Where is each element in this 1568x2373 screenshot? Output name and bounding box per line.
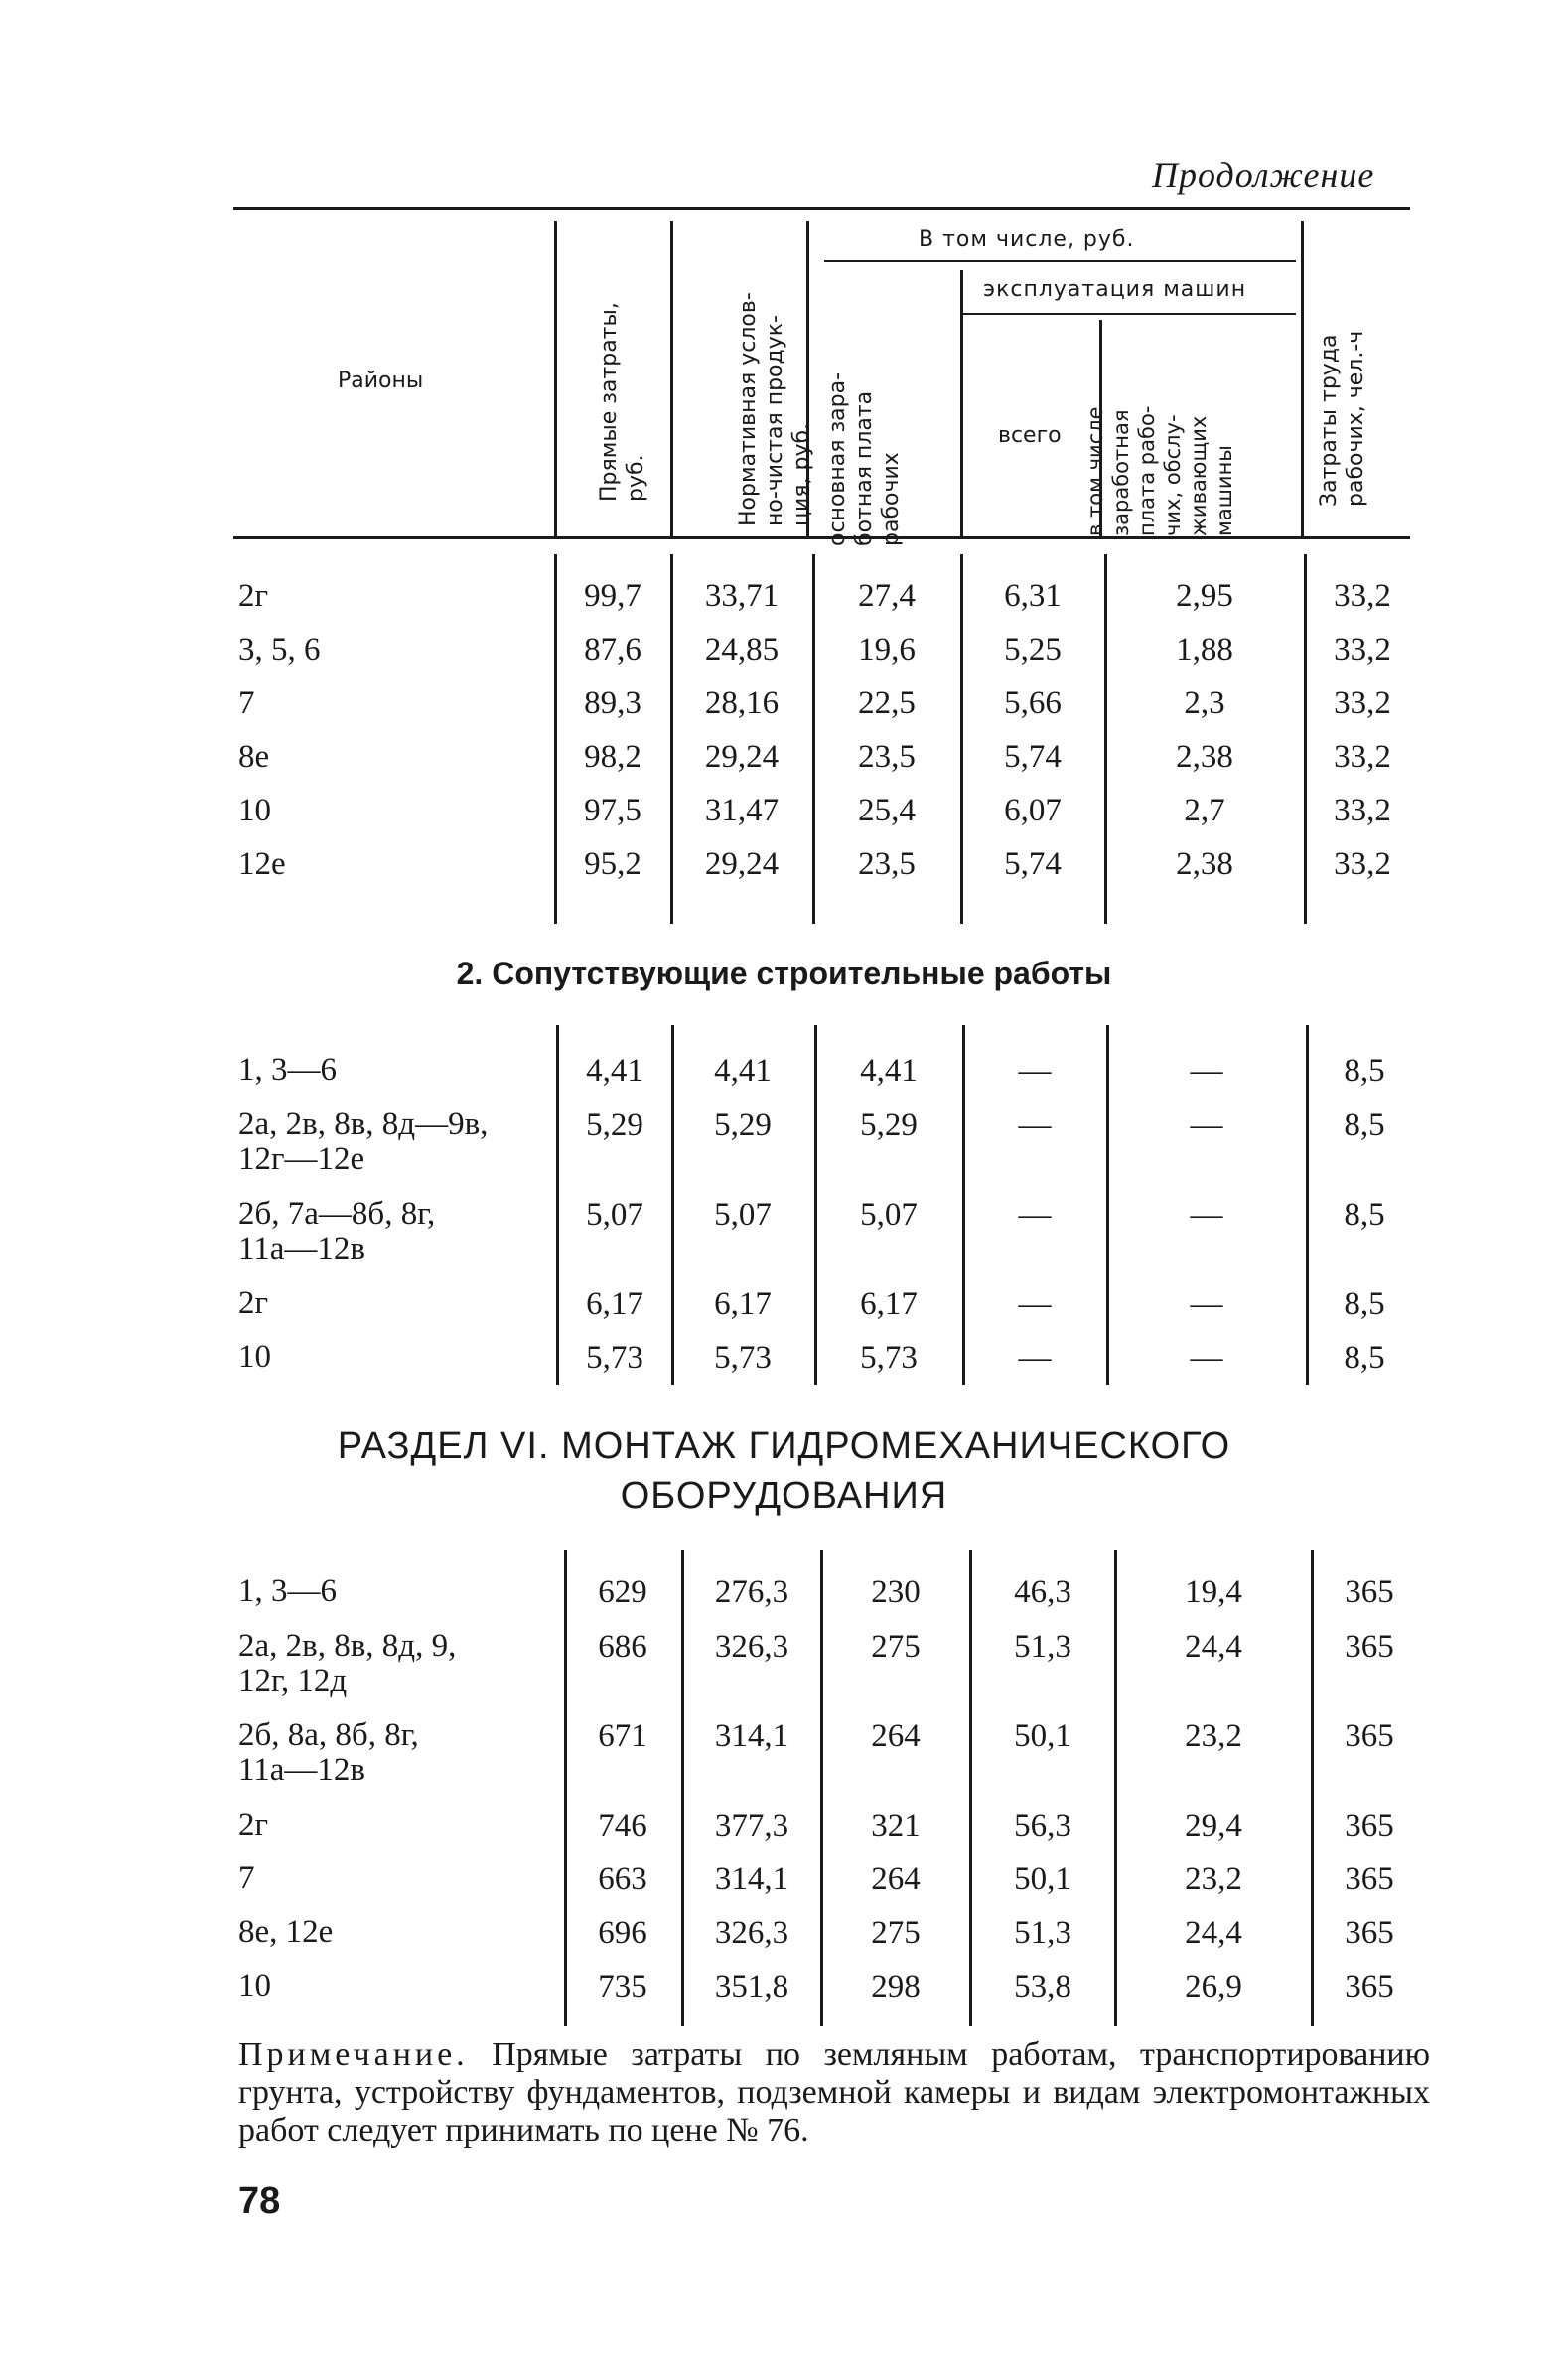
cell-normative: 326,3 <box>714 1629 789 1665</box>
cell-direct-costs: 5,29 <box>586 1108 643 1143</box>
cell-base-wage: 6,17 <box>860 1286 918 1322</box>
cell-labor: 365 <box>1345 1861 1394 1897</box>
cell-direct-costs: 87,6 <box>584 632 641 667</box>
cell-labor: 33,2 <box>1334 793 1391 828</box>
row-region: 1, 3—6 <box>238 1573 337 1609</box>
cell-normative: 24,85 <box>704 632 780 667</box>
col-divider <box>671 1025 674 1385</box>
cell-direct-costs: 746 <box>598 1808 647 1844</box>
cell-machine-wage: 1,88 <box>1176 632 1233 667</box>
cell-machine-total: — <box>1018 1340 1052 1376</box>
cell-machine-wage: — <box>1190 1053 1223 1089</box>
cell-labor: 33,2 <box>1334 632 1391 667</box>
cell-labor: 8,5 <box>1344 1340 1385 1376</box>
footnote-text: Прямые затраты по земляным работам, транспортированию грунта, устройству фундаментов, подземной камеры и видам электромонтажных работ следует принимать по цене № 76. <box>238 2036 1430 2149</box>
cell-base-wage: 298 <box>871 1969 921 2004</box>
row-region: 2а, 2в, 8в, 8д, 9, 12г, 12д <box>238 1628 457 1699</box>
col-divider <box>554 554 557 924</box>
cell-direct-costs: 6,17 <box>586 1286 643 1322</box>
cell-base-wage: 22,5 <box>858 685 916 721</box>
cell-normative: 377,3 <box>714 1808 789 1844</box>
col-divider <box>1104 554 1107 924</box>
cell-base-wage: 321 <box>871 1808 921 1844</box>
col-header-labor: Затраты труда рабочих, чел.-ч <box>1317 330 1368 507</box>
cell-base-wage: 5,73 <box>860 1340 918 1376</box>
cell-direct-costs: 97,5 <box>584 793 641 828</box>
table-top-rule <box>233 207 1410 210</box>
cell-direct-costs: 735 <box>598 1969 647 2004</box>
cell-machine-total: 51,3 <box>1014 1629 1071 1665</box>
cell-machine-wage: 26,9 <box>1185 1969 1242 2004</box>
cell-normative: 5,73 <box>714 1340 772 1376</box>
cell-machine-total: 50,1 <box>1014 1718 1071 1754</box>
row-region: 8е, 12е <box>238 1914 334 1950</box>
row-region: 10 <box>238 1968 271 2003</box>
cell-base-wage: 275 <box>871 1629 921 1665</box>
cell-direct-costs: 671 <box>598 1718 647 1754</box>
row-region: 10 <box>238 793 271 828</box>
cell-machine-total: 56,3 <box>1014 1808 1071 1844</box>
cell-labor: 365 <box>1345 1969 1394 2004</box>
col-divider <box>1304 554 1307 924</box>
cell-machine-wage: 2,38 <box>1176 846 1233 882</box>
row-region: 3, 5, 6 <box>238 632 321 667</box>
cell-normative: 276,3 <box>714 1574 789 1610</box>
cell-machine-total: — <box>1018 1197 1052 1233</box>
row-region: 12е <box>238 846 286 882</box>
col-header-machine-wage: в том числе заработная плата рабо- чих, обслу- живающих машины <box>1083 405 1236 536</box>
cell-machine-wage: 29,4 <box>1185 1808 1242 1844</box>
cell-direct-costs: 5,07 <box>586 1197 643 1233</box>
col-divider <box>1306 1025 1309 1385</box>
row-region: 2г <box>238 578 269 614</box>
cell-machine-wage: 24,4 <box>1185 1915 1242 1951</box>
cell-machine-total: 5,74 <box>1004 846 1062 882</box>
col-divider <box>1114 1550 1117 2026</box>
col-divider <box>564 1550 567 2026</box>
footnote <box>238 2036 1430 2150</box>
cell-normative: 5,07 <box>714 1197 772 1233</box>
cell-machine-wage: — <box>1190 1286 1223 1322</box>
cell-direct-costs: 663 <box>598 1861 647 1897</box>
col-header-machine-total: всего <box>998 423 1062 448</box>
cell-labor: 365 <box>1345 1718 1394 1754</box>
cell-base-wage: 264 <box>871 1861 921 1897</box>
group-underline <box>824 260 1296 262</box>
cell-machine-wage: — <box>1190 1108 1223 1143</box>
col-divider <box>814 1025 817 1385</box>
cell-machine-total: 50,1 <box>1014 1861 1071 1897</box>
cell-base-wage: 27,4 <box>858 578 916 614</box>
row-region: 7 <box>238 685 255 721</box>
cell-machine-wage: 24,4 <box>1185 1629 1242 1665</box>
cell-labor: 33,2 <box>1334 739 1391 775</box>
cell-normative: 4,41 <box>714 1053 772 1089</box>
machine-underline <box>963 313 1296 315</box>
header-divider <box>960 270 963 536</box>
cell-normative: 5,29 <box>714 1108 772 1143</box>
col-divider <box>670 554 673 924</box>
col-header-machine-group: эксплуатация машин <box>983 277 1247 302</box>
continuation-label: Продолжение <box>1152 155 1375 195</box>
col-header-base-wage: основная зара- ботная плата рабочих <box>825 371 904 546</box>
cell-labor: 365 <box>1345 1629 1394 1665</box>
cell-machine-wage: 2,95 <box>1176 578 1233 614</box>
cell-base-wage: 23,5 <box>858 739 916 775</box>
cell-machine-wage: 23,2 <box>1185 1861 1242 1897</box>
cell-normative: 326,3 <box>714 1915 789 1951</box>
cell-labor: 365 <box>1345 1808 1394 1844</box>
row-region: 8е <box>238 739 270 775</box>
cell-normative: 351,8 <box>714 1969 789 2004</box>
cell-normative: 28,16 <box>704 685 780 721</box>
col-divider <box>962 1025 965 1385</box>
cell-direct-costs: 5,73 <box>586 1340 643 1376</box>
row-region: 2г <box>238 1285 269 1321</box>
cell-machine-total: 46,3 <box>1014 1574 1071 1610</box>
cell-machine-total: 53,8 <box>1014 1969 1071 2004</box>
section-2-title: 2. Сопутствующие строительные работы <box>456 956 1112 991</box>
section-6-title-line1: РАЗДЕЛ VI. МОНТАЖ ГИДРОМЕХАНИЧЕСКОГО <box>337 1425 1231 1467</box>
col-header-normative-production: Нормативная услов- но-чистая продук- ция, руб. <box>736 292 814 526</box>
cell-normative: 29,24 <box>704 739 780 775</box>
cell-labor: 33,2 <box>1334 578 1391 614</box>
cell-labor: 33,2 <box>1334 846 1391 882</box>
cell-normative: 31,47 <box>704 793 780 828</box>
cell-normative: 314,1 <box>714 1718 789 1754</box>
cell-machine-total: 6,31 <box>1004 578 1062 614</box>
row-region: 2б, 8а, 8б, 8г, 11а—12в <box>238 1717 419 1788</box>
col-header-regions: Районы <box>338 369 424 393</box>
cell-labor: 8,5 <box>1344 1053 1385 1089</box>
cell-machine-total: — <box>1018 1286 1052 1322</box>
cell-base-wage: 275 <box>871 1915 921 1951</box>
cell-labor: 33,2 <box>1334 685 1391 721</box>
col-divider <box>812 554 815 924</box>
cell-direct-costs: 4,41 <box>586 1053 643 1089</box>
cell-machine-total: 6,07 <box>1004 793 1062 828</box>
cell-machine-wage: 2,38 <box>1176 739 1233 775</box>
col-header-group: В том числе, руб. <box>919 227 1135 252</box>
cell-machine-wage: — <box>1190 1197 1223 1233</box>
cell-direct-costs: 95,2 <box>584 846 641 882</box>
cell-labor: 8,5 <box>1344 1286 1385 1322</box>
row-region: 2г <box>238 1807 269 1843</box>
cell-normative: 314,1 <box>714 1861 789 1897</box>
section-6-title-line2: ОБОРУДОВАНИЯ <box>620 1475 948 1517</box>
cell-machine-wage: 19,4 <box>1185 1574 1242 1610</box>
cell-base-wage: 5,07 <box>860 1197 918 1233</box>
cell-base-wage: 23,5 <box>858 846 916 882</box>
cell-normative: 29,24 <box>704 846 780 882</box>
cell-labor: 8,5 <box>1344 1197 1385 1233</box>
cell-machine-total: 5,25 <box>1004 632 1062 667</box>
cell-labor: 8,5 <box>1344 1108 1385 1143</box>
col-divider <box>960 554 963 924</box>
cell-machine-total: — <box>1018 1053 1052 1089</box>
col-divider <box>820 1550 823 2026</box>
cell-base-wage: 264 <box>871 1718 921 1754</box>
header-divider <box>670 221 673 536</box>
cell-machine-wage: — <box>1190 1340 1223 1376</box>
footnote-label: Примечание. <box>238 2036 469 2073</box>
cell-base-wage: 5,29 <box>860 1108 918 1143</box>
cell-direct-costs: 696 <box>598 1915 647 1951</box>
col-divider <box>1311 1550 1314 2026</box>
col-header-direct-costs: Прямые затраты, руб. <box>597 302 648 502</box>
cell-machine-total: — <box>1018 1108 1052 1143</box>
row-region: 1, 3—6 <box>238 1052 337 1088</box>
page-number: 78 <box>238 2180 281 2222</box>
cell-base-wage: 230 <box>871 1574 921 1610</box>
row-region: 2а, 2в, 8в, 8д—9в, 12г—12е <box>238 1107 489 1177</box>
cell-machine-total: 5,74 <box>1004 739 1062 775</box>
cell-labor: 365 <box>1345 1915 1394 1951</box>
header-divider <box>1301 221 1304 536</box>
col-divider <box>969 1550 972 2026</box>
cell-normative: 33,71 <box>704 578 780 614</box>
col-divider <box>1106 1025 1109 1385</box>
cell-base-wage: 4,41 <box>860 1053 918 1089</box>
cell-machine-wage: 2,7 <box>1184 793 1225 828</box>
cell-direct-costs: 629 <box>598 1574 647 1610</box>
cell-base-wage: 19,6 <box>858 632 916 667</box>
row-region: 7 <box>238 1860 255 1896</box>
row-region: 2б, 7а—8б, 8г, 11а—12в <box>238 1196 436 1266</box>
cell-base-wage: 25,4 <box>858 793 916 828</box>
cell-direct-costs: 686 <box>598 1629 647 1665</box>
cell-machine-total: 5,66 <box>1004 685 1062 721</box>
col-divider <box>681 1550 684 2026</box>
header-bottom-rule <box>233 536 1410 539</box>
cell-direct-costs: 89,3 <box>584 685 641 721</box>
cell-normative: 6,17 <box>714 1286 772 1322</box>
cell-machine-wage: 2,3 <box>1184 685 1225 721</box>
cell-direct-costs: 99,7 <box>584 578 641 614</box>
header-divider <box>554 221 557 536</box>
row-region: 10 <box>238 1339 271 1375</box>
cell-direct-costs: 98,2 <box>584 739 641 775</box>
cell-machine-wage: 23,2 <box>1185 1718 1242 1754</box>
cell-machine-total: 51,3 <box>1014 1915 1071 1951</box>
cell-labor: 365 <box>1345 1574 1394 1610</box>
